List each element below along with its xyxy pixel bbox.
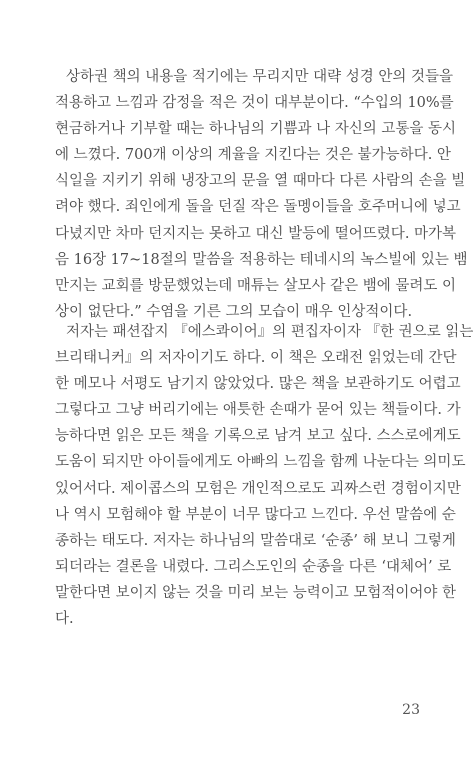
text-line: 그렇다고 그냥 버리기에는 애틋한 손때가 묻어 있는 책들이다. 가 bbox=[55, 402, 461, 419]
paragraph-1 bbox=[55, 64, 468, 325]
text-line: 되더라는 결론을 내렸다. 그리스도인의 순종을 다른 ‘대체어’ 로 bbox=[55, 558, 452, 575]
text-line: 에 느꼈다. 700개 이상의 계율을 지킨다는 것은 불가능하다. 안 bbox=[55, 147, 451, 164]
text-line: 상하권 책의 내용을 적기에는 무리지만 대략 성경 안의 것들을 bbox=[66, 69, 454, 85]
text-line: 현금하거나 기부할 때는 하나님의 기쁨과 나 자신의 고통을 동시 bbox=[55, 121, 457, 138]
text-line: 식일을 지키기 위해 냉장고의 문을 열 때마다 다른 사람의 손을 빌 bbox=[55, 173, 466, 190]
text-line: 능하다면 읽은 모든 책을 기록으로 남겨 보고 싶다. 스스로에게도 bbox=[55, 428, 461, 445]
text-line: 상이 없단다.” 수염을 기른 그의 모습이 매우 인상적이다. bbox=[55, 303, 413, 320]
text-line: 한 메모나 서평도 남기지 않았었다. 많은 책을 보관하기도 어렵고 bbox=[55, 376, 461, 393]
page-number: 23 bbox=[402, 702, 420, 718]
text-line: 나 역시 모험해야 할 부분이 너무 많다고 느낀다. 우선 말씀에 순 bbox=[55, 506, 456, 523]
text-line: 려야 했다. 죄인에게 돌을 던질 작은 돌멩이들을 호주머니에 넣고 bbox=[55, 199, 461, 216]
text-line: 만지는 교회를 방문했었는데 매튜는 살모사 같은 뱀에 물려도 이 bbox=[55, 277, 457, 294]
text-line: 종하는 태도다. 저자는 하나님의 말씀대로 ‘순종’ 해 보니 그렇게 bbox=[55, 532, 456, 549]
text-line: 저자는 패션잡지 『에스콰이어』의 편집자이자 『한 권으로 읽는 bbox=[66, 324, 473, 340]
text-line: 다. bbox=[55, 611, 74, 628]
text-line: 적용하고 느낌과 감정을 적은 것이 대부분이다. “수입의 10%를 bbox=[55, 95, 454, 112]
text-line: 말한다면 보이지 않는 것을 미리 보는 능력이고 모험적이어야 한 bbox=[55, 584, 457, 601]
paragraph-2 bbox=[55, 319, 473, 632]
text-line: 도움이 되지만 아이들에게도 아빠의 느낌을 함께 나눈다는 의미도 bbox=[55, 454, 466, 471]
text-line: 브리태니커』의 저자이기도 하다. 이 책은 오래전 읽었는데 간단 bbox=[55, 350, 457, 367]
text-line: 다녔지만 차마 던지지는 못하고 대신 발등에 떨어뜨렸다. 마가복 bbox=[55, 225, 457, 242]
text-line: 있어서다. 제이콥스의 모험은 개인적으로도 괴짜스런 경험이지만 bbox=[55, 480, 461, 497]
text-line: 음 16장 17~18절의 말씀을 적용하는 테네시의 녹스빌에 있는 뱀 bbox=[55, 251, 468, 268]
